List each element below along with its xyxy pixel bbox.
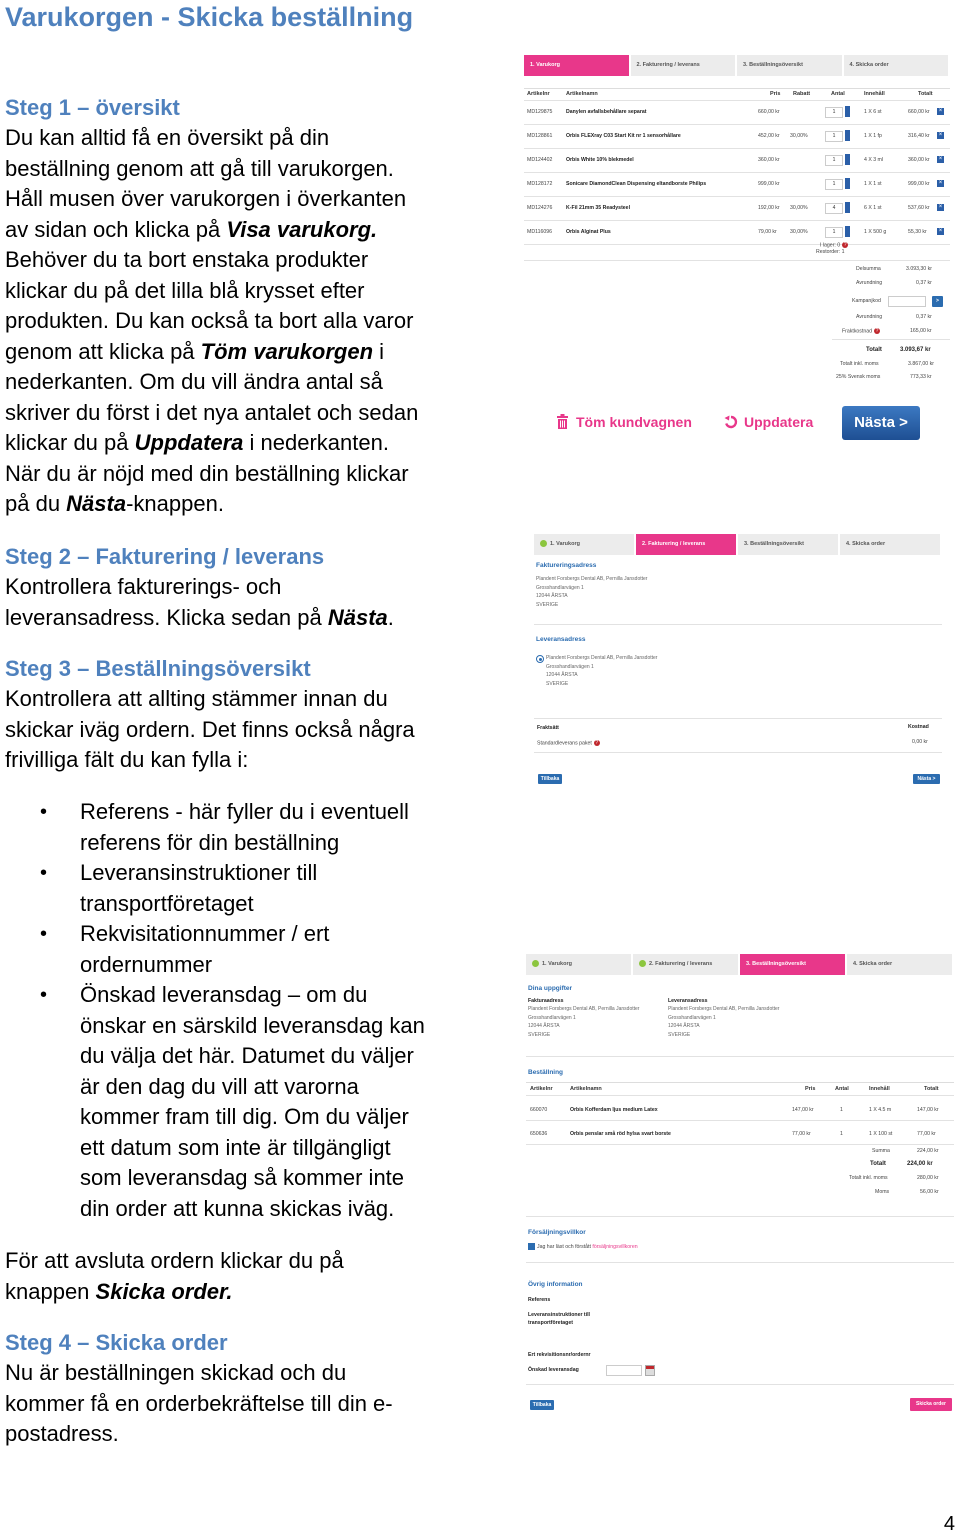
bullet-text: är den dag du vill att varorna — [80, 1073, 359, 1099]
shipping-value: 165,00 kr — [910, 328, 932, 334]
cell-artikelnamn: Orbis Kofferdam ljus medium Latex — [570, 1107, 658, 1113]
cell-pris: 77,00 kr — [792, 1131, 811, 1137]
text-line: beställning genom att gå till varukorgen. — [5, 155, 394, 181]
trash-icon — [556, 414, 569, 429]
summa-label: Summa — [872, 1148, 890, 1154]
bullet-text: din order att kunna skickas iväg. — [80, 1195, 395, 1221]
step-tab-2[interactable]: 2. Fakturering / leverans — [633, 954, 740, 975]
total-value: 3.093,67 kr — [900, 347, 931, 353]
campaign-go-button[interactable]: > — [932, 296, 943, 307]
col-artikelnamn: Artikelnamn — [566, 91, 598, 97]
cell-artikelnamn: K-Fil 21mm 35 Readysteel — [566, 205, 631, 211]
step4-body — [5, 1358, 393, 1450]
cell-artikelnamn: Danylen avfallsbehållare separat — [566, 109, 647, 115]
cell-innehall: 4 X 3 ml — [864, 157, 884, 163]
vat-label: Moms — [875, 1189, 890, 1195]
cell-totalt: 316,40 kr — [908, 133, 930, 139]
quantity-stepper[interactable] — [845, 106, 850, 117]
overview-screenshot — [524, 952, 956, 1420]
cell-innehall: 1 X 500 g — [864, 229, 887, 235]
bullet-text: önskar en särskild leveransdag kan — [80, 1012, 425, 1038]
empty-cart-button[interactable] — [556, 414, 692, 430]
rounding2-label: Avrundning — [856, 314, 883, 320]
remove-item-icon[interactable]: × — [938, 204, 943, 210]
update-button[interactable] — [724, 414, 813, 430]
cell-totalt: 360,00 kr — [908, 157, 930, 163]
cell-pris: 660,00 kr — [758, 109, 780, 115]
subtotal-label: Delsumma — [856, 266, 881, 272]
refresh-icon — [724, 415, 738, 429]
text-line: leveransadress. Klicka sedan på Nästa. — [5, 604, 394, 630]
remove-item-icon[interactable]: × — [938, 132, 943, 138]
bullet-icon: • — [40, 862, 48, 884]
bullet-text: ett datum som inte är tillgängligt — [80, 1134, 391, 1160]
freight-label: Fraktsätt — [537, 725, 559, 731]
step-tab-1[interactable]: 1. Varukorg — [534, 534, 636, 555]
order-title: Beställning — [528, 1069, 564, 1076]
quantity-stepper[interactable] — [845, 178, 850, 189]
cell-pris: 192,00 kr — [758, 205, 780, 211]
cell-artikelnamn: Orbis FLEXray C03 Start Kit nr 1 sensorhållare — [566, 133, 681, 139]
cell-innehall: 1 X 1 fp — [864, 133, 882, 139]
address-steps — [534, 534, 942, 555]
text-line: på du Nästa-knappen. — [5, 491, 224, 516]
bullet-text: ordernummer — [80, 951, 213, 977]
rounding2-value: 0,37 kr — [916, 314, 932, 320]
remove-item-icon[interactable]: × — [938, 180, 943, 186]
terms-checkbox[interactable] — [528, 1243, 535, 1250]
step-tab-4[interactable]: 4. Skicka order — [840, 534, 942, 555]
step-tab-1[interactable]: 1. Varukorg — [526, 954, 633, 975]
text-line: Du kan alltid få en översikt på din — [5, 125, 330, 150]
cart-steps — [524, 55, 950, 76]
step1-body — [5, 123, 418, 520]
bullet-icon: • — [40, 923, 48, 945]
cell-pris: 79,00 kr — [758, 229, 777, 235]
step3-body — [5, 684, 415, 776]
col-pris: Pris — [805, 1086, 816, 1092]
text-line: Kontrollera att allting stämmer innan du — [5, 686, 388, 711]
text-line: skickar iväg ordern. Det finns också några — [5, 716, 415, 742]
remove-item-icon[interactable]: × — [938, 108, 943, 114]
cell-artikelnr: MD128172 — [527, 181, 553, 187]
check-icon — [540, 540, 547, 547]
col-artikelnr: Artikelnr — [527, 91, 550, 97]
text-line: Håll musen över varukorgen i överkanten — [5, 186, 407, 211]
remove-item-icon[interactable]: × — [938, 156, 943, 162]
campaign-label: Kampanjkod — [852, 298, 881, 304]
cell-totalt: 55,30 kr — [908, 229, 927, 235]
bullet-text: Leveransinstruktioner till — [80, 860, 318, 885]
text-line: av sidan och klicka på Visa varukorg. — [5, 216, 378, 242]
cell-artikelnr: MD124276 — [527, 205, 553, 211]
quantity-input[interactable]: 1 — [825, 131, 843, 142]
cell-antal: 1 — [840, 1107, 843, 1113]
bullet-text: kommer fram till dig. Om du väljer — [80, 1104, 409, 1129]
total-label: Totalt — [870, 1161, 886, 1167]
text-line: klickar du på Uppdatera i nederkanten. — [5, 430, 389, 455]
col-totalt: Totalt — [924, 1086, 939, 1092]
bullet-text: som leveransdag så kommer inte — [80, 1165, 405, 1190]
cell-innehall: 1 X 100 st — [869, 1131, 893, 1137]
step-tab-1[interactable]: 1. Varukorg — [524, 55, 631, 76]
step1-heading: Steg 1 – översikt — [5, 95, 180, 120]
cell-totalt: 147,00 kr — [917, 1107, 939, 1113]
cell-artikelnr: MD128861 — [527, 133, 553, 139]
instructions-label: Leveransinstruktioner till transportföretaget — [528, 1312, 590, 1326]
overview-steps — [526, 954, 954, 975]
cell-rabatt: 30,00% — [790, 205, 808, 211]
step3-heading: Steg 3 – Beställningsöversikt — [5, 656, 311, 681]
remove-item-icon[interactable]: × — [938, 228, 943, 234]
text-line: knappen Skicka order. — [5, 1278, 233, 1304]
cell-artikelnr: 650636 — [530, 1131, 548, 1137]
terms-title: Försäljningsvillkor — [528, 1229, 586, 1236]
quantity-input[interactable]: 1 — [825, 227, 843, 238]
quantity-stepper[interactable] — [845, 226, 850, 237]
empty-cart-label: Töm kundvagnen — [576, 414, 692, 430]
delivery-radio[interactable] — [536, 655, 544, 663]
text-line: Kontrollera fakturerings- och — [5, 574, 282, 599]
reference-label: Referens — [528, 1297, 551, 1303]
text-line: postadress. — [5, 1421, 119, 1446]
bullet-text: du välja det här. Datumet du väljer — [80, 1043, 414, 1068]
cell-innehall: 1 X 4.5 m — [869, 1107, 892, 1113]
bullet-text: referens för din beställning — [80, 829, 340, 855]
quantity-stepper[interactable] — [845, 154, 850, 165]
billing-title: Fakturaadress — [528, 998, 564, 1004]
delivery-address: Plandent Forsbergs Dental AB, Pernilla Jansdotter Grosshandlarvägen 1 12044 ÅRSTA SVERIGE — [668, 1006, 780, 1038]
next-button[interactable]: Nästa > — [913, 774, 940, 784]
back-button[interactable]: Tillbaka — [538, 774, 562, 784]
total-incl-value: 3.867,00 kr — [908, 361, 934, 367]
delivery-date-input[interactable] — [606, 1365, 642, 1376]
cell-pris: 999,00 kr — [758, 181, 780, 187]
your-info-title: Dina uppgifter — [528, 985, 573, 992]
bullet-icon: • — [40, 984, 48, 1006]
step-tab-4[interactable]: 4. Skicka order — [844, 55, 951, 76]
delivery-address: Plandent Forsbergs Dental AB, Pernilla Jansdotter Grosshandlarvägen 1 12044 ÅRSTA SVERIGE — [546, 655, 658, 687]
text-line: klickar du på det lilla blå krysset efter — [5, 277, 365, 303]
terms-link[interactable]: försäljningsvillkoren — [592, 1243, 638, 1250]
col-pris: Pris — [770, 91, 781, 97]
summa-value: 224,00 kr — [917, 1148, 939, 1154]
step-tab-2[interactable]: 2. Fakturering / leverans — [631, 55, 738, 76]
cell-artikelnamn: Orbis White 10% blekmedel — [566, 157, 634, 163]
delivery-date-label: Önskad leveransdag — [528, 1367, 579, 1373]
text-line: Behöver du ta bort enstaka produkter — [5, 247, 369, 272]
bullet-text: Rekvisitationnummer / ert — [80, 921, 330, 946]
col-antal: Antal — [831, 91, 845, 97]
check-icon — [639, 960, 646, 967]
step-tab-4[interactable]: 4. Skicka order — [847, 954, 954, 975]
cell-artikelnamn: Sonicare DiamondClean Dispensing eltandborste Philips — [566, 181, 707, 187]
billing-address: Plandent Forsbergs Dental AB, Pernilla Jansdotter Grosshandlarvägen 1 12044 ÅRSTA SVERIGE — [536, 576, 648, 608]
other-info-title: Övrig information — [528, 1281, 583, 1288]
next-button[interactable]: Nästa > — [842, 406, 920, 440]
delivery-title: Leveransadress — [536, 636, 586, 643]
cell-totalt: 537,60 kr — [908, 205, 930, 211]
page-title: Varukorgen - Skicka beställning — [5, 2, 414, 32]
back-button[interactable]: Tillbaka — [530, 1400, 554, 1410]
billing-address: Plandent Forsbergs Dental AB, Pernilla Jansdotter Grosshandlarvägen 1 12044 ÅRSTA SVERIGE — [528, 1006, 640, 1038]
col-innehall: Innehåll — [864, 91, 885, 97]
send-order-button[interactable]: Skicka order — [910, 1398, 952, 1411]
total-value: 224,00 kr — [907, 1161, 933, 1167]
col-antal: Antal — [835, 1086, 849, 1092]
check-icon — [532, 960, 539, 967]
bullet-text: Önskad leveransdag – om du — [80, 982, 368, 1007]
quantity-stepper[interactable] — [845, 202, 850, 213]
quantity-input[interactable]: 1 — [825, 107, 843, 118]
cell-totalt: 660,00 kr — [908, 109, 930, 115]
freight-cost: 0,00 kr — [912, 739, 928, 745]
cell-pris: 147,00 kr — [792, 1107, 814, 1113]
vat-value: 56,00 kr — [920, 1189, 939, 1195]
quantity-input[interactable]: 1 — [825, 155, 843, 166]
cell-artikelnr: 660070 — [530, 1107, 548, 1113]
page-number: 4 — [943, 1513, 955, 1535]
step2-body — [5, 572, 394, 633]
cell-totalt: 77,00 kr — [917, 1131, 936, 1137]
text-line: produkten. Du kan också ta bort alla varor — [5, 308, 414, 333]
step2-heading: Steg 2 – Fakturering / leverans — [5, 544, 325, 569]
terms-checkbox-row[interactable]: Jag har läst och förstått försäljningsvillkoren — [528, 1243, 638, 1250]
bullet-icon: • — [40, 801, 48, 823]
cell-artikelnr: MD116096 — [527, 229, 552, 235]
total-incl-label: Totalt inkl. moms — [840, 361, 879, 367]
subtotal-value: 3.093,30 kr — [906, 266, 932, 272]
text-line: frivilliga fält du kan fylla i: — [5, 747, 249, 772]
quantity-input[interactable]: 4 — [825, 203, 843, 214]
step-tab-3[interactable]: 3. Beställningsöversikt — [740, 954, 847, 975]
bullet-text: transportföretaget — [80, 890, 254, 916]
text-line: Nu är beställningen skickad och du — [5, 1360, 347, 1385]
cell-pris: 452,00 kr — [758, 133, 780, 139]
delivery-title: Leveransadress — [668, 998, 708, 1004]
step3-closing — [5, 1246, 344, 1307]
vat-value: 773,33 kr — [910, 374, 932, 380]
quantity-input[interactable]: 1 — [825, 179, 843, 190]
freight-option[interactable]: Standardleverans paket ? — [537, 740, 599, 747]
step-tab-3[interactable]: 3. Beställningsöversikt — [738, 534, 840, 555]
text-line: skriver du först i det nya antalet och sedan — [5, 399, 419, 425]
text-line: genom att klicka på Töm varukorgen i — [5, 338, 385, 364]
rounding-label: Avrundning — [856, 280, 883, 286]
cell-innehall: 1 X 1 st — [864, 181, 882, 187]
bullet-text: Referens - här fyller du i eventuell — [80, 799, 409, 824]
shipping-label: Fraktkostnad ? — [842, 328, 879, 335]
requisition-label: Ert rekvisitionsnr/ordernr — [528, 1352, 591, 1358]
quantity-stepper[interactable] — [845, 130, 850, 141]
cell-innehall: 1 X 6 st — [864, 109, 882, 115]
cell-rabatt: 30,00% — [790, 133, 808, 139]
billing-title: Faktureringsadress — [536, 562, 597, 569]
calendar-icon[interactable] — [645, 1365, 655, 1376]
step4-heading: Steg 4 – Skicka order — [5, 1330, 228, 1355]
cell-innehall: 6 X 1 st — [864, 205, 882, 211]
col-innehall: Innehåll — [869, 1086, 890, 1092]
cost-label: Kostnad — [908, 724, 929, 730]
total-incl-label: Totalt inkl. moms — [849, 1175, 888, 1181]
cell-antal: 1 — [840, 1131, 843, 1137]
cell-totalt: 999,00 kr — [908, 181, 930, 187]
cell-rabatt: 30,00% — [790, 229, 808, 235]
stock-label: I lager: 0 ? — [820, 242, 847, 249]
text-line: kommer få en orderbekräftelse till din e- — [5, 1390, 393, 1416]
cell-artikelnr: MD124402 — [527, 157, 553, 163]
total-incl-value: 280,00 kr — [917, 1175, 939, 1181]
total-label: Totalt — [866, 347, 882, 353]
address-screenshot — [532, 532, 944, 790]
vat-label: 25% Svensk moms — [836, 374, 881, 380]
text-line: När du är nöjd med din beställning klickar — [5, 460, 409, 486]
cell-artikelnamn: Orbis Alginat Plus — [566, 229, 611, 235]
cell-artikelnamn: Orbis penslar små röd hylsa svart borste — [570, 1131, 671, 1137]
cart-screenshot — [522, 52, 952, 452]
rounding-value: 0,37 kr — [916, 280, 932, 286]
text-line: För att avsluta ordern klickar du på — [5, 1248, 344, 1273]
update-label: Uppdatera — [744, 414, 814, 430]
step-tab-3[interactable]: 3. Beställningsöversikt — [737, 55, 844, 76]
campaign-code-input[interactable] — [888, 296, 926, 307]
col-artikelnamn: Artikelnamn — [570, 1086, 602, 1092]
cell-pris: 360,00 kr — [758, 157, 780, 163]
text-line: nederkanten. Om du vill ändra antal så — [5, 369, 383, 394]
col-artikelnr: Artikelnr — [530, 1086, 553, 1092]
restorder-label: Restorder: 1 — [816, 249, 845, 255]
col-totalt: Totalt — [918, 91, 933, 97]
step-tab-2[interactable]: 2. Fakturering / leverans — [636, 534, 738, 555]
col-rabatt: Rabatt — [793, 91, 811, 97]
cell-artikelnr: MD129875 — [527, 109, 553, 115]
